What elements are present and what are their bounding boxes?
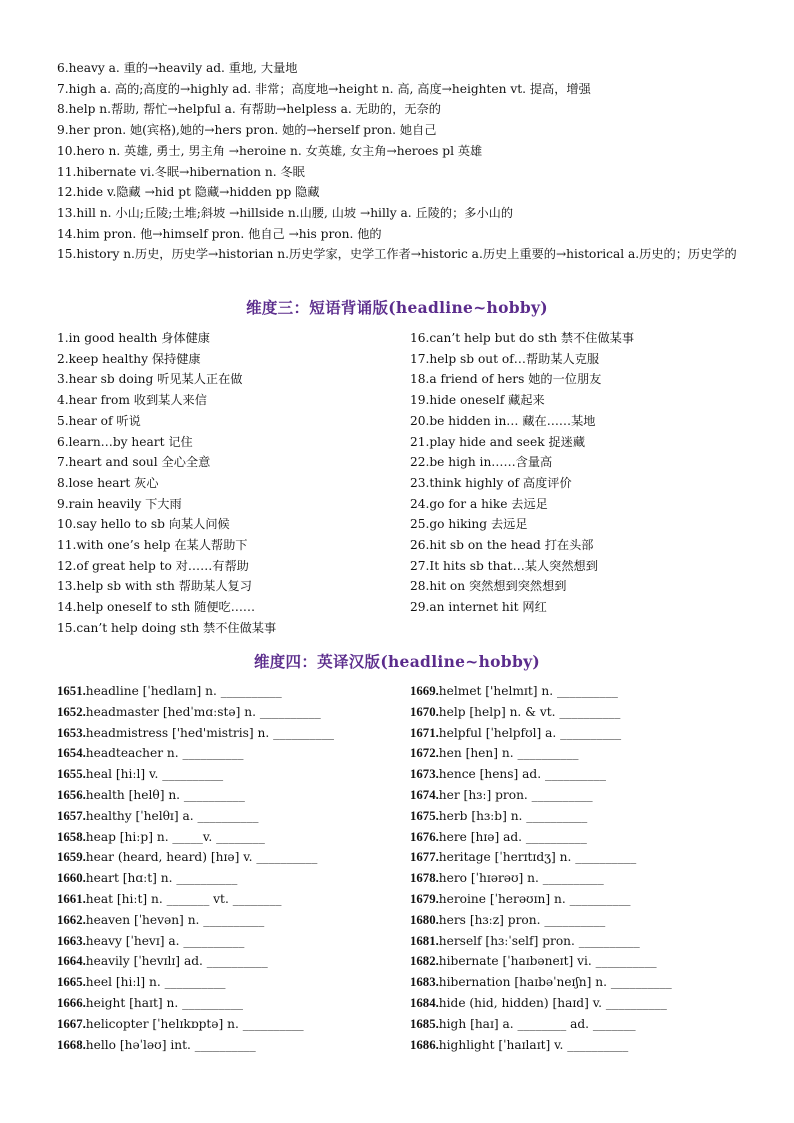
vocab-entry: herb [hɜːb] n. __________ — [438, 808, 588, 823]
vocab-entry: high [haɪ] a. ________ ad. _______ — [438, 1016, 636, 1031]
phrase-item: 13.help sb with sth 帮助某人复习 — [57, 579, 252, 594]
derivation-item: 12.hide v.隐藏 →hid pt 隐藏→hidden pp 隐藏 — [57, 185, 320, 200]
vocab-entry: headmistress ['hed'mistris] n. __________ — [85, 725, 335, 740]
phrase-item: 28.hit on 突然想到突然想到 — [410, 579, 567, 594]
vocab-row — [410, 993, 672, 1014]
vocab-row — [57, 1035, 334, 1056]
vocab-number: 1660. — [57, 871, 86, 886]
vocab-row — [410, 743, 672, 764]
vocab-row — [410, 889, 672, 910]
vocab-number: 1657. — [57, 808, 86, 823]
phrase-item: 8.lose heart 灰心 — [57, 475, 159, 490]
vocab-number: 1685. — [410, 1016, 439, 1031]
derivation-item: 14.him pron. 他→himself pron. 他自己 →his pron. 他的 — [57, 226, 382, 241]
vocab-row — [57, 1014, 334, 1035]
vocab-entry: height [haɪt] n. __________ — [85, 995, 244, 1010]
phrase-item: 1.in good health 身体健康 — [57, 331, 210, 345]
vocab-row — [57, 993, 334, 1014]
derivation-item: 9.her pron. 她(宾格),她的→hers pron. 她的→herself pron. 她自己 — [57, 123, 437, 138]
vocab-entry: heaven [ˈhevən] n. __________ — [85, 912, 265, 927]
vocab-number: 1651. — [57, 684, 86, 698]
vocab-entry: hence [hens] ad. __________ — [438, 767, 606, 782]
vocab-number: 1684. — [410, 995, 439, 1010]
vocab-row — [57, 972, 334, 993]
vocab-number: 1652. — [57, 704, 86, 719]
vocab-row — [410, 1014, 672, 1035]
vocab-entry: hen [hen] n. __________ — [438, 746, 579, 761]
section-title-vocab: 维度四：英译汉版(headline~hobby) — [253, 652, 541, 671]
phrase-item: 9.rain heavily 下大雨 — [57, 496, 182, 511]
phrase-item: 26.hit sb on the head 打在头部 — [410, 538, 594, 553]
vocab-number: 1667. — [57, 1016, 86, 1031]
vocab-entry: hero [ˈhɪərəʊ] n. __________ — [438, 871, 604, 886]
vocab-number: 1682. — [410, 954, 439, 969]
vocab-row — [57, 931, 334, 952]
vocab-entry: headteacher n. __________ — [85, 746, 244, 761]
phrase-item: 17.help sb out of…帮助某人克服 — [410, 351, 600, 366]
vocab-entry: hers [hɜːz] pron. __________ — [438, 912, 606, 927]
vocab-entry: helpful [ˈhelpfʊl] a. __________ — [438, 725, 622, 740]
vocab-number: 1676. — [410, 829, 439, 844]
phrase-item: 22.be high in……含量高 — [410, 455, 553, 470]
vocab-entry: helicopter [ˈhelɪkɒptə] n. __________ — [85, 1016, 304, 1031]
vocab-row — [57, 806, 334, 827]
vocab-number: 1658. — [57, 829, 86, 844]
phrase-item: 20.be hidden in… 藏在……某地 — [410, 413, 596, 428]
vocab-entry: heavily [ˈhevɪlɪ] ad. __________ — [85, 954, 268, 969]
derivation-item: 10.hero n. 英雄, 勇士, 男主角 →heroine n. 女英雄, 女主角→heroes pl 英雄 — [57, 143, 483, 158]
vocab-number: 1666. — [57, 995, 86, 1010]
phrase-item: 12.of great help to 对……有帮助 — [57, 558, 249, 573]
phrase-item: 27.It hits sb that…某人突然想到 — [410, 558, 598, 573]
vocab-entry: hello [həˈləʊ] int. __________ — [85, 1037, 256, 1052]
phrase-item: 11.with one’s help 在某人帮助下 — [57, 538, 248, 553]
vocab-entry: hibernate [ˈhaɪbəneɪt] vi. __________ — [438, 954, 657, 969]
vocab-row — [410, 847, 672, 868]
vocab-entry: highlight [ˈhaɪlaɪt] v. __________ — [438, 1037, 629, 1052]
vocab-row — [57, 764, 334, 785]
vocab-row — [410, 868, 672, 889]
phrase-item: 10.say hello to sb 向某人问候 — [57, 517, 230, 532]
vocab-row — [410, 681, 672, 702]
vocab-number: 1672. — [410, 746, 439, 761]
phrase-item: 18.a friend of hers 她的一位朋友 — [410, 372, 602, 387]
vocab-entry: hide (hid, hidden) [haɪd] v. __________ — [438, 995, 667, 1010]
vocab-number: 1655. — [57, 767, 86, 782]
vocab-row — [57, 827, 334, 848]
vocab-number: 1653. — [57, 725, 86, 740]
vocab-entry: helmet ['helmɪt] n. __________ — [438, 684, 618, 698]
vocab-entry: hear (heard, heard) [hɪə] v. __________ — [85, 850, 318, 865]
phrase-item: 14.help oneself to sth 随便吃…… — [57, 600, 256, 615]
vocab-number: 1677. — [410, 850, 439, 865]
vocab-row — [57, 723, 334, 744]
vocab-number: 1665. — [57, 975, 86, 990]
vocab-number: 1663. — [57, 933, 86, 948]
vocab-row — [410, 723, 672, 744]
vocab-row — [57, 847, 334, 868]
vocab-number: 1671. — [410, 725, 439, 740]
vocab-entry: headline [ˈhedlaɪn] n. __________ — [85, 684, 282, 698]
vocab-entry: heavy [ˈhevɪ] a. __________ — [85, 933, 245, 948]
vocab-entry: here [hɪə] ad. __________ — [438, 829, 587, 844]
vocab-entry: healthy [ˈhelθɪ] a. __________ — [85, 808, 259, 823]
vocab-number: 1673. — [410, 767, 439, 782]
word-derivation-list — [57, 58, 747, 265]
vocab-row — [57, 743, 334, 764]
vocab-number: 1656. — [57, 787, 86, 802]
vocab-entry: herself [hɜːˈself] pron. __________ — [438, 933, 640, 948]
vocab-row — [410, 972, 672, 993]
vocab-row — [410, 702, 672, 723]
vocab-number: 1681. — [410, 933, 439, 948]
section-title-phrases: 维度三：短语背诵版(headline~hobby) — [246, 298, 548, 317]
vocab-row — [410, 806, 672, 827]
phrase-list-left — [57, 328, 276, 639]
vocab-number: 1664. — [57, 954, 86, 969]
phrase-item: 19.hide oneself 藏起来 — [410, 393, 545, 408]
vocab-entry: health [helθ] n. __________ — [85, 787, 245, 802]
vocab-entry: hibernation [haɪbəˈneɪʃn] n. __________ — [438, 975, 672, 990]
vocab-row — [410, 764, 672, 785]
vocab-number: 1679. — [410, 891, 439, 906]
vocab-entry: heat [hiːt] n. _______ vt. ________ — [85, 891, 282, 906]
vocab-row — [57, 785, 334, 806]
vocab-number: 1662. — [57, 912, 86, 927]
derivation-item: 6.heavy a. 重的→heavily ad. 重地, 大量地 — [57, 61, 298, 75]
vocab-entry: heal [hiːl] v. __________ — [85, 767, 224, 782]
phrase-item: 6.learn…by heart 记住 — [57, 434, 193, 449]
phrase-item: 4.hear from 收到某人来信 — [57, 393, 207, 408]
vocab-entry: heritage [ˈherɪtɪdʒ] n. __________ — [438, 850, 637, 865]
phrase-item: 16.can’t help but do sth 禁不住做某事 — [410, 331, 635, 345]
vocab-number: 1675. — [410, 808, 439, 823]
phrase-item: 5.hear of 听说 — [57, 413, 141, 428]
vocab-row — [410, 951, 672, 972]
vocab-number: 1686. — [410, 1037, 439, 1052]
vocab-number: 1680. — [410, 912, 439, 927]
derivation-item: 13.hill n. 小山;丘陵;土堆;斜坡 →hillside n.山腰, 山坡 →hilly a. 丘陵的；多小山的 — [57, 205, 514, 220]
vocab-row — [410, 1035, 672, 1056]
vocab-row — [57, 868, 334, 889]
vocab-row — [410, 931, 672, 952]
derivation-item: 7.high a. 高的;高度的→highly ad. 非常；高度地→height n. 高, 高度→heighten vt. 提高，增强 — [57, 81, 591, 96]
vocab-row — [410, 785, 672, 806]
vocab-number: 1669. — [410, 684, 439, 698]
vocab-number: 1670. — [410, 704, 439, 719]
vocab-entry: heap [hiːp] n. _____v. ________ — [85, 829, 265, 844]
vocab-row — [57, 889, 334, 910]
phrase-list-right — [410, 328, 634, 618]
vocab-entry: her [hɜː] pron. __________ — [438, 787, 593, 802]
phrase-item: 24.go for a hike 去远足 — [410, 496, 548, 511]
derivation-item: 11.hibernate vi.冬眠→hibernation n. 冬眠 — [57, 164, 305, 179]
vocab-number: 1659. — [57, 850, 86, 865]
vocab-number: 1661. — [57, 891, 86, 906]
vocab-row — [57, 681, 334, 702]
vocab-row — [57, 951, 334, 972]
vocab-row — [410, 910, 672, 931]
phrase-item: 21.play hide and seek 捉迷藏 — [410, 434, 586, 449]
vocab-list-right — [410, 681, 672, 1055]
vocab-number: 1683. — [410, 975, 439, 990]
phrase-item: 3.hear sb doing 听见某人正在做 — [57, 372, 243, 387]
vocab-number: 1678. — [410, 871, 439, 886]
vocab-number: 1674. — [410, 787, 439, 802]
vocab-entry: help [help] n. & vt. __________ — [438, 704, 621, 719]
phrase-item: 15.can’t help doing sth 禁不住做某事 — [57, 620, 277, 635]
vocab-row — [410, 827, 672, 848]
derivation-item: 15.history n.历史，历史学→historian n.历史学家，史学工作者→historic a.历史上重要的→historical a.历史的；历史学的 — [57, 247, 737, 262]
vocab-row — [57, 910, 334, 931]
phrase-item: 2.keep healthy 保持健康 — [57, 351, 201, 366]
vocab-entry: heart [hɑːt] n. __________ — [85, 871, 238, 886]
vocab-entry: headmaster [hedˈmɑːstə] n. __________ — [85, 704, 321, 719]
vocab-list-left — [57, 681, 334, 1055]
phrase-item: 29.an internet hit 网红 — [410, 600, 547, 615]
vocab-row — [57, 702, 334, 723]
phrase-item: 23.think highly of 高度评价 — [410, 475, 572, 490]
vocab-entry: heel [hiːl] n. __________ — [85, 975, 226, 990]
vocab-number: 1654. — [57, 746, 86, 761]
vocab-entry: heroine [ˈherəʊɪn] n. __________ — [438, 891, 631, 906]
phrase-item: 7.heart and soul 全心全意 — [57, 455, 211, 470]
phrase-item: 25.go hiking 去远足 — [410, 517, 528, 532]
vocab-number: 1668. — [57, 1037, 86, 1052]
derivation-item: 8.help n.帮助, 帮忙→helpful a. 有帮助→helpless a. 无助的，无奈的 — [57, 102, 441, 117]
